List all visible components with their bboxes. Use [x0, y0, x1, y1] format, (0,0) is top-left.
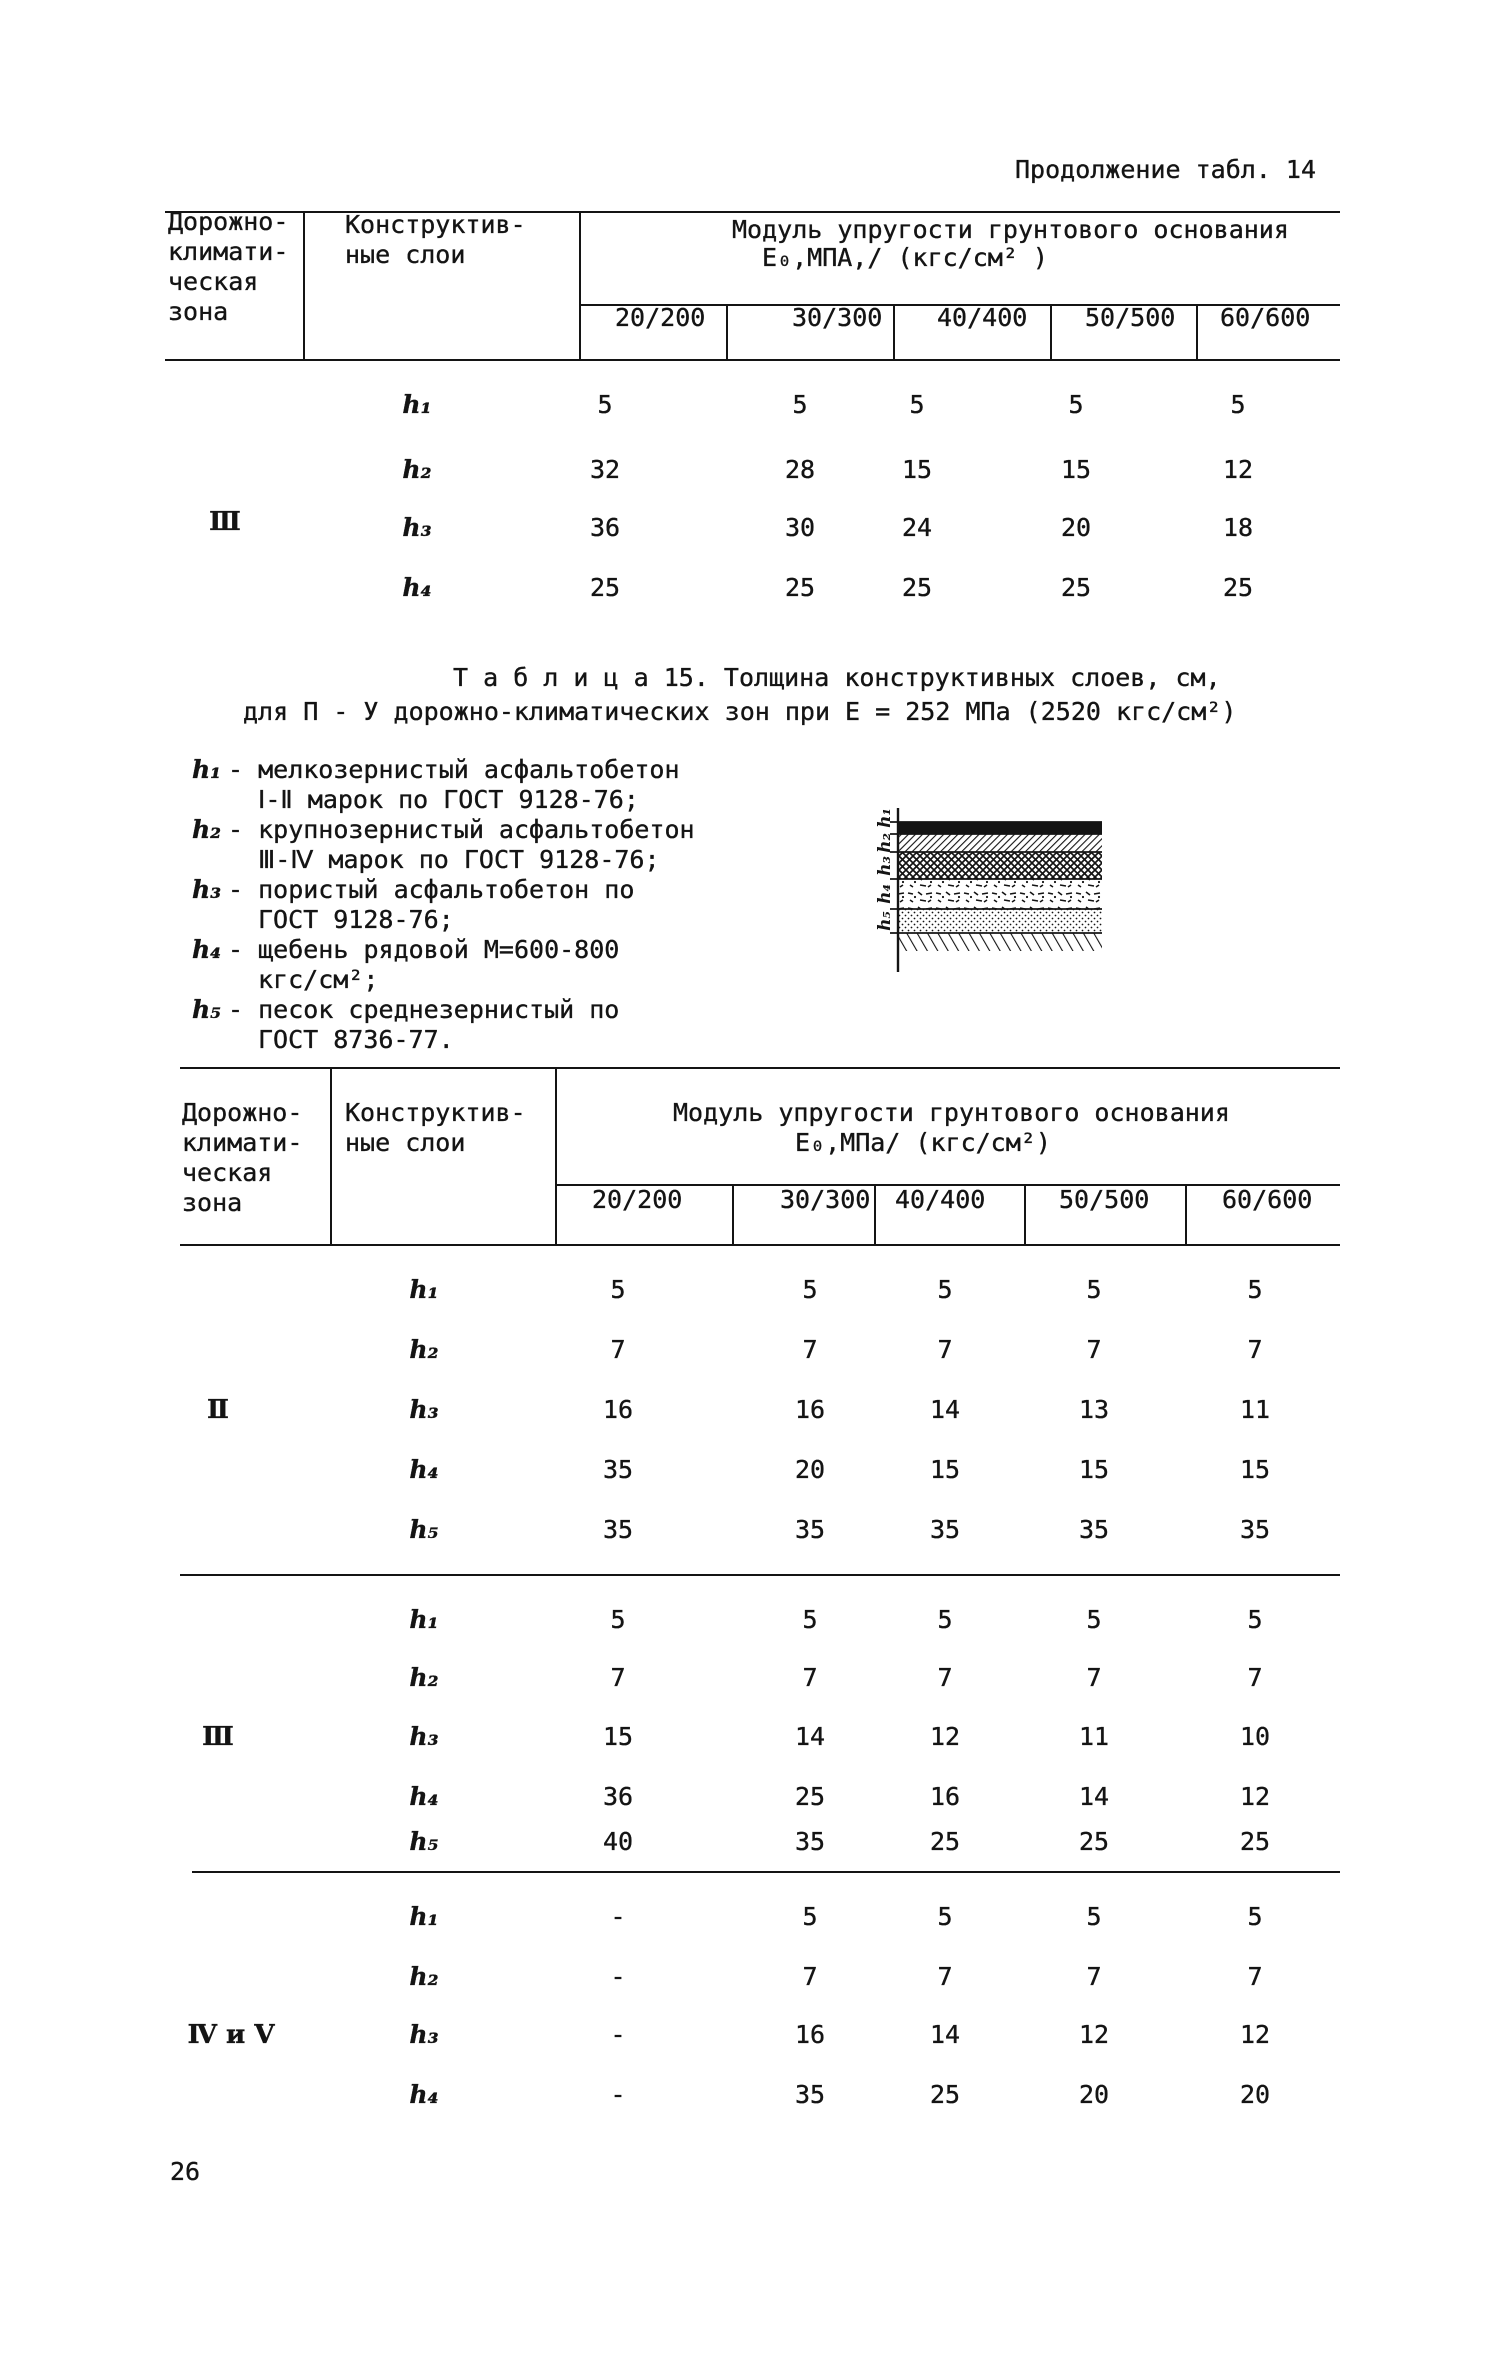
legend-layer-label: h₄ [192, 935, 222, 964]
cell-value: 12 [1078, 2020, 1110, 2049]
table-rule-top [180, 1067, 1340, 1069]
cell-value: 18 [1222, 513, 1254, 542]
zone-label: Ⅳ и Ⅴ [187, 2020, 275, 2050]
cell-value: 15 [1078, 1455, 1110, 1484]
layer-label: h₅ [409, 1515, 439, 1544]
layer-label: h₄ [409, 2080, 439, 2109]
layer-label: h₄ [409, 1782, 439, 1811]
cell-value: 5 [1086, 1275, 1102, 1304]
cell-value: 5 [1086, 1902, 1102, 1931]
diagram-label-h2: h₂ [875, 833, 895, 853]
zone-label: Ⅱ [207, 1395, 229, 1425]
continuation-note: Продолжение табл. 14 [1015, 155, 1317, 184]
cell-value: 16 [794, 2020, 826, 2049]
cell-value: 11 [1078, 1722, 1110, 1751]
pavement-cross-section-diagram [850, 800, 1115, 975]
table-row [0, 573, 1500, 603]
table-row [0, 1782, 1500, 1812]
table-row [0, 1663, 1500, 1693]
header-layers [345, 1098, 526, 1158]
column-header: 50/500 [1085, 303, 1176, 332]
legend-text: - крупнозернистый асфальтобетон [228, 815, 695, 844]
cell-value: 15 [901, 455, 933, 484]
cell-value: 25 [1239, 1827, 1271, 1856]
cell-value: 5 [937, 1275, 953, 1304]
diagram-label-h4: h₄ [875, 884, 895, 904]
table-rule-vertical [874, 1185, 876, 1246]
cell-value: 12 [1239, 1782, 1271, 1811]
table-row [0, 1722, 1500, 1752]
layer-label: h₃ [409, 2020, 439, 2049]
cell-value: 40 [602, 1827, 634, 1856]
cell-value: 7 [610, 1663, 626, 1692]
cell-value: 5 [792, 390, 808, 419]
cell-value: 7 [802, 1663, 818, 1692]
cell-value: 5 [1086, 1605, 1102, 1634]
header-layers-line: ные слои [345, 240, 466, 269]
legend-layer-label: h₅ [192, 995, 222, 1024]
layer-h2-band [898, 834, 1102, 852]
cell-value: 16 [929, 1782, 961, 1811]
cell-value: 35 [794, 2080, 826, 2109]
layer-label: h₃ [402, 513, 432, 542]
legend-layer-label: h₁ [192, 755, 222, 784]
header-zone-line: зона [168, 297, 229, 326]
cell-value: 24 [901, 513, 933, 542]
cell-value: 20 [1239, 2080, 1271, 2109]
table-rule-vertical [1196, 305, 1198, 361]
cell-value: 15 [1060, 455, 1092, 484]
header-modulus-title: Модуль упругости грунтового основания [732, 215, 1289, 244]
table-rule-header-bottom [165, 359, 1340, 361]
cell-value: 5 [1247, 1275, 1263, 1304]
header-zone-line: климати- [182, 1128, 303, 1157]
cell-value: 5 [802, 1902, 818, 1931]
page-number: 26 [170, 2157, 201, 2186]
cell-value: 5 [597, 390, 613, 419]
table-row [0, 2020, 1500, 2050]
table-rule-header-bottom [180, 1244, 1340, 1246]
cell-value: 35 [602, 1455, 634, 1484]
cell-value: 25 [901, 573, 933, 602]
table-row [0, 1335, 1500, 1365]
cell-value: 5 [937, 1605, 953, 1634]
layer-label: h₁ [409, 1275, 439, 1304]
legend-text: - пористый асфальтобетон по [228, 875, 635, 904]
table-row [0, 513, 1500, 543]
table-rule-vertical [1185, 1185, 1187, 1246]
cell-value: 5 [802, 1275, 818, 1304]
cell-value: 5 [1068, 390, 1084, 419]
table-rule-group-separator [192, 1871, 1340, 1873]
cell-value: 25 [784, 573, 816, 602]
cell-value: 5 [1230, 390, 1246, 419]
column-header: 30/300 [792, 303, 883, 332]
header-layers-line: Конструктив- [345, 1098, 526, 1127]
header-zone-line: зона [182, 1188, 243, 1217]
table-rule-top [165, 211, 1340, 213]
cell-value: 32 [589, 455, 621, 484]
cell-value: 15 [929, 1455, 961, 1484]
table-15-caption-line-2: для П - У дорожно-климатических зон при E = 252 МПа (2520 кгс/см²) [243, 697, 1237, 726]
column-header: 20/200 [615, 303, 706, 332]
cell-value: 5 [610, 1605, 626, 1634]
cell-value: 36 [589, 513, 621, 542]
cell-value: 7 [937, 1962, 953, 1991]
cell-value: 12 [1239, 2020, 1271, 2049]
column-header: 30/300 [780, 1185, 871, 1214]
cell-value: 5 [1247, 1605, 1263, 1634]
cell-value: 25 [929, 1827, 961, 1856]
layer-label: h₃ [409, 1722, 439, 1751]
layer-label: h₂ [409, 1335, 439, 1364]
table-row [0, 1455, 1500, 1485]
table-rule-vertical [330, 1067, 332, 1246]
cell-value: 7 [610, 1335, 626, 1364]
layer-label: h₅ [409, 1827, 439, 1856]
cell-value: 13 [1078, 1395, 1110, 1424]
cell-value: 11 [1239, 1395, 1271, 1424]
table-rule-vertical [303, 211, 305, 361]
header-layers-line: Конструктив- [345, 210, 526, 239]
cell-value: 20 [1078, 2080, 1110, 2109]
cell-value: 7 [1247, 1962, 1263, 1991]
table-row [0, 1605, 1500, 1635]
legend-text: Ⅲ-Ⅳ марок по ГОСТ 9128-76; [258, 845, 660, 874]
cell-value: 7 [802, 1335, 818, 1364]
cell-value: 14 [929, 1395, 961, 1424]
header-modulus-units: E₀,МПа/ (кгс/см²) [795, 1128, 1051, 1157]
layer-label: h₁ [409, 1902, 439, 1931]
cell-value: 35 [794, 1827, 826, 1856]
table-row [0, 1275, 1500, 1305]
table-rule-vertical [893, 305, 895, 361]
layer-h5-band [898, 909, 1102, 933]
cell-value: 35 [602, 1515, 634, 1544]
table-rule-vertical [726, 305, 728, 361]
layer-label: h₁ [409, 1605, 439, 1634]
cell-value: 25 [929, 2080, 961, 2109]
legend-text: - песок среднезернистый по [228, 995, 620, 1024]
layer-label: h₁ [402, 390, 432, 419]
cell-value: 35 [929, 1515, 961, 1544]
header-zone-line: климати- [168, 237, 289, 266]
cell-value: 7 [1086, 1335, 1102, 1364]
cell-value: 30 [784, 513, 816, 542]
diagram-label-h1: h₁ [875, 808, 895, 828]
cell-value: 7 [1247, 1663, 1263, 1692]
table-rule-vertical [555, 1067, 557, 1246]
table-row [0, 2080, 1500, 2110]
header-zone [168, 207, 288, 327]
legend-text: - мелкозернистый асфальтобетон [228, 755, 680, 784]
cell-value: 35 [794, 1515, 826, 1544]
table-row [0, 1962, 1500, 1992]
cell-value: 16 [602, 1395, 634, 1424]
column-header: 50/500 [1059, 1185, 1150, 1214]
cell-value: 35 [1239, 1515, 1271, 1544]
table-rule-vertical [1050, 305, 1052, 361]
layer-h1-band [898, 822, 1102, 834]
layer-label: h₂ [402, 455, 432, 484]
diagram-label-h5: h₅ [875, 911, 895, 931]
column-header: 40/400 [937, 303, 1028, 332]
table-rule-group-separator [180, 1574, 1340, 1576]
header-modulus-units: E₀,МПА,/ (кгс/см² ) [762, 243, 1048, 272]
column-header: 40/400 [895, 1185, 986, 1214]
zone-label: Ⅲ [209, 507, 241, 537]
header-zone-line: ческая [182, 1158, 273, 1187]
column-header: 60/600 [1222, 1185, 1313, 1214]
layer-label: h₃ [409, 1395, 439, 1424]
cell-value: 25 [1222, 573, 1254, 602]
cell-value: 16 [794, 1395, 826, 1424]
cell-value: 15 [602, 1722, 634, 1751]
column-header: 60/600 [1220, 303, 1311, 332]
diagram-labels [875, 808, 895, 931]
layer-h4-band [898, 879, 1102, 909]
cell-value: 36 [602, 1782, 634, 1811]
header-zone-line: ческая [168, 267, 259, 296]
cell-value: 5 [802, 1605, 818, 1634]
cell-value: 20 [1060, 513, 1092, 542]
table-row [0, 1515, 1500, 1545]
table-rule-vertical [579, 211, 581, 361]
cell-value: 20 [794, 1455, 826, 1484]
cell-value: 14 [1078, 1782, 1110, 1811]
header-layers [345, 210, 526, 270]
header-layers-line: ные слои [345, 1128, 466, 1157]
cell-value: 7 [802, 1962, 818, 1991]
table-row [0, 1902, 1500, 1932]
cell-value: 12 [929, 1722, 961, 1751]
cell-value: 35 [1078, 1515, 1110, 1544]
legend-text: Ⅰ-Ⅱ марок по ГОСТ 9128-76; [258, 785, 639, 814]
layer-h3-band [898, 852, 1102, 879]
cell-value: 5 [610, 1275, 626, 1304]
cell-value: 15 [1239, 1455, 1271, 1484]
table-rule-vertical [1024, 1185, 1026, 1246]
legend-text: ГОСТ 9128-76; [258, 905, 454, 934]
zone-label: Ⅲ [202, 1722, 234, 1752]
column-header: 20/200 [592, 1185, 683, 1214]
table-row [0, 455, 1500, 485]
cell-value: 5 [909, 390, 925, 419]
header-zone [182, 1098, 302, 1218]
diagram-label-h3: h₃ [875, 856, 895, 876]
cell-value: - [610, 2080, 626, 2109]
cell-value: 10 [1239, 1722, 1271, 1751]
header-zone-line: Дорожно- [182, 1098, 303, 1127]
table-rule-vertical [732, 1185, 734, 1246]
cell-value: - [610, 2020, 626, 2049]
subgrade-band [898, 933, 1102, 951]
cell-value: 25 [794, 1782, 826, 1811]
table-row [0, 1827, 1500, 1857]
cell-value: - [610, 1902, 626, 1931]
layer-label: h₂ [409, 1962, 439, 1991]
cell-value: 7 [1086, 1663, 1102, 1692]
cell-value: 28 [784, 455, 816, 484]
cell-value: 25 [1060, 573, 1092, 602]
cell-value: 5 [1247, 1902, 1263, 1931]
header-modulus-title: Модуль упругости грунтового основания [673, 1098, 1230, 1127]
cell-value: 14 [794, 1722, 826, 1751]
cell-value: 7 [937, 1663, 953, 1692]
legend-text: - щебень рядовой М=600-800 [228, 935, 620, 964]
cell-value: 14 [929, 2020, 961, 2049]
legend-layer-label: h₂ [192, 815, 222, 844]
cell-value: 12 [1222, 455, 1254, 484]
cell-value: 7 [1247, 1335, 1263, 1364]
layer-label: h₂ [409, 1663, 439, 1692]
legend-layer-label: h₃ [192, 875, 222, 904]
cell-value: - [610, 1962, 626, 1991]
cell-value: 7 [1086, 1962, 1102, 1991]
cell-value: 25 [1078, 1827, 1110, 1856]
layer-label: h₄ [409, 1455, 439, 1484]
cell-value: 5 [937, 1902, 953, 1931]
cell-value: 7 [937, 1335, 953, 1364]
table-row [0, 1395, 1500, 1425]
layer-label: h₄ [402, 573, 432, 602]
table-row [0, 390, 1500, 420]
legend-text: ГОСТ 8736-77. [258, 1025, 454, 1054]
table-15-caption-line-1: Т а б л и ц а 15. Толщина конструктивных слоев, см, [453, 663, 1221, 692]
header-zone-line: Дорожно- [168, 207, 289, 236]
legend-text: кгс/см²; [258, 965, 379, 994]
cell-value: 25 [589, 573, 621, 602]
